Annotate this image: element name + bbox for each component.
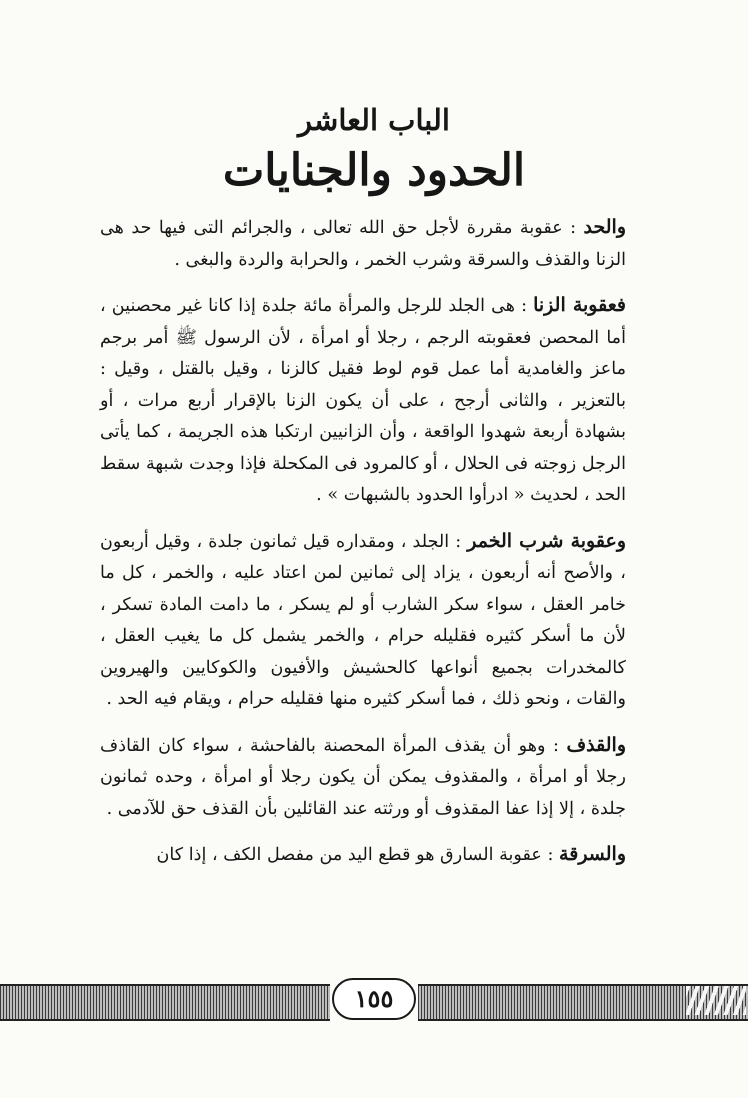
- chapter-title: الحدود والجنايات: [222, 145, 526, 196]
- paragraph-text: : عقوبة مقررة لأجل حق الله تعالى ، والجرائم التى فيها حد هى الزنا والقذف والسرقة وشرب الخمر ، والحرابة والردة والبغى .: [100, 218, 626, 270]
- paragraph-text: : الجلد ، ومقداره قيل ثمانون جلدة ، وقيل أربعون ، والأصح أنه أربعون ، يزاد إلى ثمانين لمن اعتاد عليه ، والخمر ، كل ما خامر العقل ، سواء سكر الشارب أو لم يسكر ، ما دامت المادة تسكر ، لأن ما أسكر كثيره فقليله حرام ، والخمر يشمل كل ما يغيب العقل ، كالمخدرات بجميع أنواعها كالحشيش والأفيون والكوكايين والهيروين والقات ، ونحو ذلك ، فما أسكر كثيره منها فقليله حرام ، ويقام فيه الحد .: [100, 531, 626, 709]
- paragraph-term: وعقوبة شرب الخمر: [467, 529, 626, 552]
- paragraph-khamr: [100, 526, 626, 716]
- paragraph-text: : عقوبة السارق هو قطع اليد من مفصل الكف ، إذا كان: [156, 845, 560, 865]
- paragraph-sariqa: [100, 839, 626, 872]
- footer-slash-ornament: [686, 986, 746, 1015]
- paragraph-term: والقذف: [566, 733, 626, 756]
- footer-ornament-band: [0, 984, 330, 1021]
- paragraph-text: : وهو أن يقذف المرأة المحصنة بالفاحشة ، سواء كان القاذف رجلا أو امرأة ، والمقذوف يمكن أن يكون رجلا أو امرأة ، وحده ثمانون جلدة ، إلا إذا عفا المقذوف أو ورثته عند القائلين بأن القذف حق للآدمى .: [100, 735, 626, 819]
- page-number: ١٥٥: [332, 978, 416, 1020]
- page-body: [100, 212, 626, 886]
- page-footer: [0, 978, 748, 1024]
- paragraph-term: والحد: [583, 216, 626, 238]
- paragraph-term: فعقوبة الزنا: [533, 294, 626, 316]
- paragraph-text: : هى الجلد للرجل والمرأة مائة جلدة إذا كانا غير محصنين ، أما المحصن فعقوبته الرجم ، رجلا أو امرأة ، لأن الرسول ﷺ أمر برجم ماعز والغامدية أما عمل قوم لوط فقيل كالزنا ، وقيل بالقتل ، وقيل : بالتعزير ، والثانى أرجح ، على أن يكون الزنا بالإقرار أربع مرات ، أو بشهادة أربعة شهدوا الواقعة ، وأن الزانيين ارتكبا هذه الجريمة ، كما يأتى الرجل زوجته فى الحلال ، أو كالمرود فى المكحلة فإذا وجدت شبهة سقط الحد ، لحديث « ادرأوا الحدود بالشبهات » .: [100, 296, 626, 505]
- paragraph-zina: [100, 290, 626, 512]
- paragraph-hadd: [100, 212, 626, 276]
- paragraph-qadhf: [100, 730, 626, 826]
- paragraph-term: والسرقة: [559, 843, 626, 865]
- chapter-label: الباب العاشر: [298, 103, 450, 137]
